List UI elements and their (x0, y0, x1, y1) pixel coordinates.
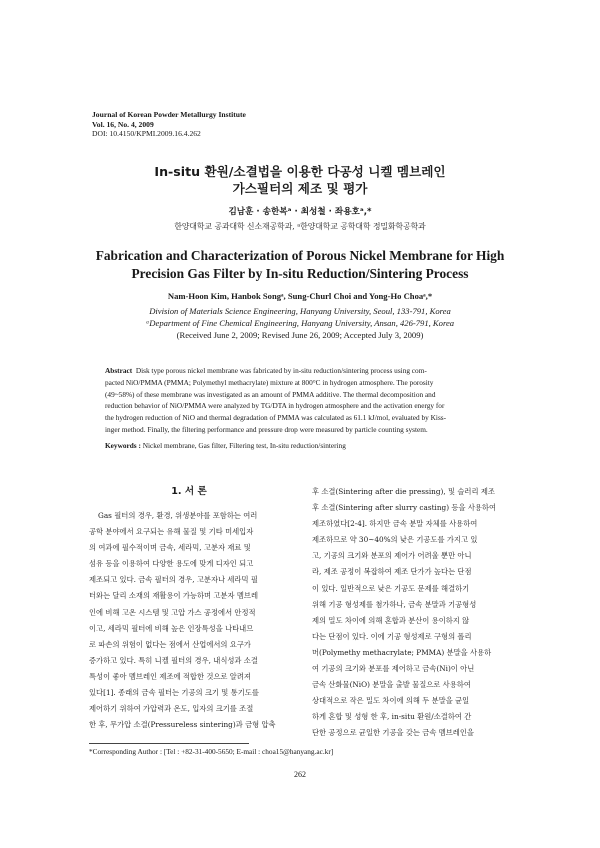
body-line: 제조되고 있다. 금속 필터의 경우, 고분자나 세라믹 필 (89, 575, 258, 585)
korean-title (0, 163, 600, 197)
corresponding-author-footnote: *Corresponding Author : [Tel : +82-31-400-5650; E-mail : choa15@hanyang.ac.kr] (89, 747, 334, 756)
keywords (105, 440, 505, 451)
english-affiliations (0, 305, 600, 329)
body-line: 의 여과에 필수적이며 금속, 세라믹, 고분자 재료 및 (89, 543, 251, 553)
english-title (0, 247, 600, 283)
journal-volume: Vol. 16, No. 4, 2009 (92, 119, 154, 129)
abstract (105, 365, 497, 436)
body-line: 라, 제조 공정이 복잡하여 제조 단가가 높다는 단점 (312, 567, 472, 577)
body-line: 이 있다. 일반적으로 낮은 기공도 문제를 해결하기 (312, 583, 470, 593)
body-line: 제어하기 위하여 가압력과 온도, 입자의 크기를 조절 (89, 704, 254, 714)
body-line: 하게 혼합 및 성형 한 후, in-situ 환원/소결하여 간 (312, 712, 472, 722)
korean-affiliation: 한양대학교 공과대학 신소재공학과, ᵃ한양대학교 공학대학 정밀화학공학과 (174, 222, 426, 231)
body-line: 위해 기공 형성제를 첨가하나, 금속 분말과 기공형성 (312, 599, 477, 609)
body-line: 제조하므로 약 30~40%의 낮은 기공도를 가지고 있 (312, 535, 478, 545)
body-line: 특성이 좋아 멤브레인 제조에 적합한 것으로 알려져 (89, 671, 251, 681)
english-authors: Nam-Hoon Kim, Hanbok Songᵃ, Sung-Churl Choi and Yong-Ho Choaᵃ,* (167, 291, 433, 301)
abstract-line: (49~58%) of these membrane was investigated as an amount of PMMA additive. The thermal decomposition and (105, 389, 436, 399)
abstract-line: the hydrogen reduction of NiO and thermal degradation of PMMA was calculated as 61.1 kJ/mol, evaluated by Kiss- (105, 413, 447, 423)
journal-doi: DOI: 10.4150/KPMI.2009.16.4.262 (92, 129, 201, 139)
body-line: 인에 비해 고온 시스템 및 고압 가스 공정에서 안정적 (89, 607, 256, 617)
body-line: 터와는 달리 소재의 재활용이 가능하며 고분자 멤브레 (89, 591, 258, 601)
body-line: 제의 밀도 차이에 의해 혼합과 분산이 용이하지 않 (312, 615, 470, 625)
english-title-line1: Fabrication and Characterization of Porous Nickel Membrane for High (95, 248, 505, 263)
body-line: 단한 공정으로 균일한 기공을 갖는 금속 멤브레인을 (312, 728, 474, 738)
journal-header (92, 110, 246, 139)
body-line: 고, 기공의 크기와 분포의 제어가 어려울 뿐만 아니 (312, 551, 472, 561)
body-column-right (312, 484, 512, 742)
page-number: 262 (294, 770, 306, 779)
journal-title: Journal of Korean Powder Metallurgy Institute (92, 110, 246, 119)
body-column-left (89, 484, 289, 733)
received-dates: (Received June 2, 2009; Revised June 26, 2009; Accepted July 3, 2009) (176, 330, 424, 340)
korean-title-line2: 가스필터의 제조 및 평가 (232, 181, 368, 196)
keywords-text: Nickel membrane, Gas filter, Filtering test, In-situ reduction/sintering (140, 441, 346, 450)
body-line: 머(Polymethy methacrylate; PMMA) 분말을 사용하 (312, 647, 492, 657)
abstract-line: pacted NiO/PMMA (PMMA; Polymethyl methacrylate) mixture at 800°C in hydrogen atmosphere. The porosity (105, 377, 434, 387)
body-line: 제조하였다[2-4]. 하지만 금속 분말 자체를 사용하여 (312, 519, 478, 529)
english-title-line2: Precision Gas Filter by In-situ Reduction/Sintering Process (131, 266, 469, 281)
korean-authors: 김남훈 · 송한복ᵃ · 최성철 · 좌용호ᵃ,* (228, 207, 372, 217)
abstract-text: Disk type porous nickel membrane was fabricated by in-situ reduction/sintering process using com- (135, 366, 427, 375)
keywords-label: Keywords : (105, 441, 141, 450)
body-line: 후 소결(Sintering after die pressing), 및 슬러리 제조 (312, 487, 495, 496)
abstract-line: inger method. Finally, the filtering performance and pressure drop were measured by particle counting system. (105, 424, 428, 434)
korean-title-line1: In-situ 환원/소결법을 이용한 다공성 니켈 멤브레인 (154, 164, 446, 179)
body-line: 금속 산화물(NiO) 분말을 출발 물질으로 사용하여 (312, 680, 471, 690)
body-line: Gas 필터의 경우, 환경, 위생분야를 포함하는 여러 (98, 511, 258, 520)
body-line: 공학 분야에서 요구되는 유해 물질 및 기타 미세입자 (89, 527, 254, 537)
body-line: 있다[1]. 종래의 금속 필터는 기공의 크기 및 통기도를 (89, 688, 259, 698)
section-heading: 1. 서 론 (171, 486, 207, 497)
body-line: 섬유 등을 이용하여 다양한 용도에 맞게 디자인 되고 (89, 559, 254, 569)
body-line: 다는 단점이 있다. 이에 기공 형성제로 구형의 폴리 (312, 631, 472, 641)
body-line: 증가하고 있다. 특히 니켈 필터의 경우, 내식성과 소결 (89, 655, 258, 665)
english-affiliation-2: ᵃDepartment of Fine Chemical Engineering, Hanyang University, Ansan, 426-791, Korea (145, 318, 455, 328)
abstract-label: Abstract (105, 366, 133, 375)
english-affiliation-1: Division of Materials Science Engineering, Hanyang University, Seoul, 133-791, Korea (149, 306, 451, 316)
abstract-line (105, 365, 497, 377)
footnote-divider (89, 743, 249, 744)
body-line: 한 후, 무가압 소결(Pressureless sintering)과 금형 압축 (89, 720, 276, 730)
body-line: 이고, 세라믹 필터에 비해 높은 인장특성을 나타내므 (89, 623, 254, 633)
body-line: 후 소결(Sintering after slurry casting) 등을 사용하여 (312, 503, 497, 513)
body-line: 로 파손의 위험이 없다는 점에서 산업에서의 요구가 (89, 639, 251, 649)
body-line: 상대적으로 작은 밀도 차이에 의해 두 분말을 균일 (312, 696, 470, 706)
abstract-line: reduction behavior of NiO/PMMA were analyzed by TG/DTA in hydrogen atmosphere and the activation energy for (105, 401, 445, 411)
body-line: 여 기공의 크기와 분포를 제어하고 금속(Ni)이 아닌 (312, 664, 475, 674)
